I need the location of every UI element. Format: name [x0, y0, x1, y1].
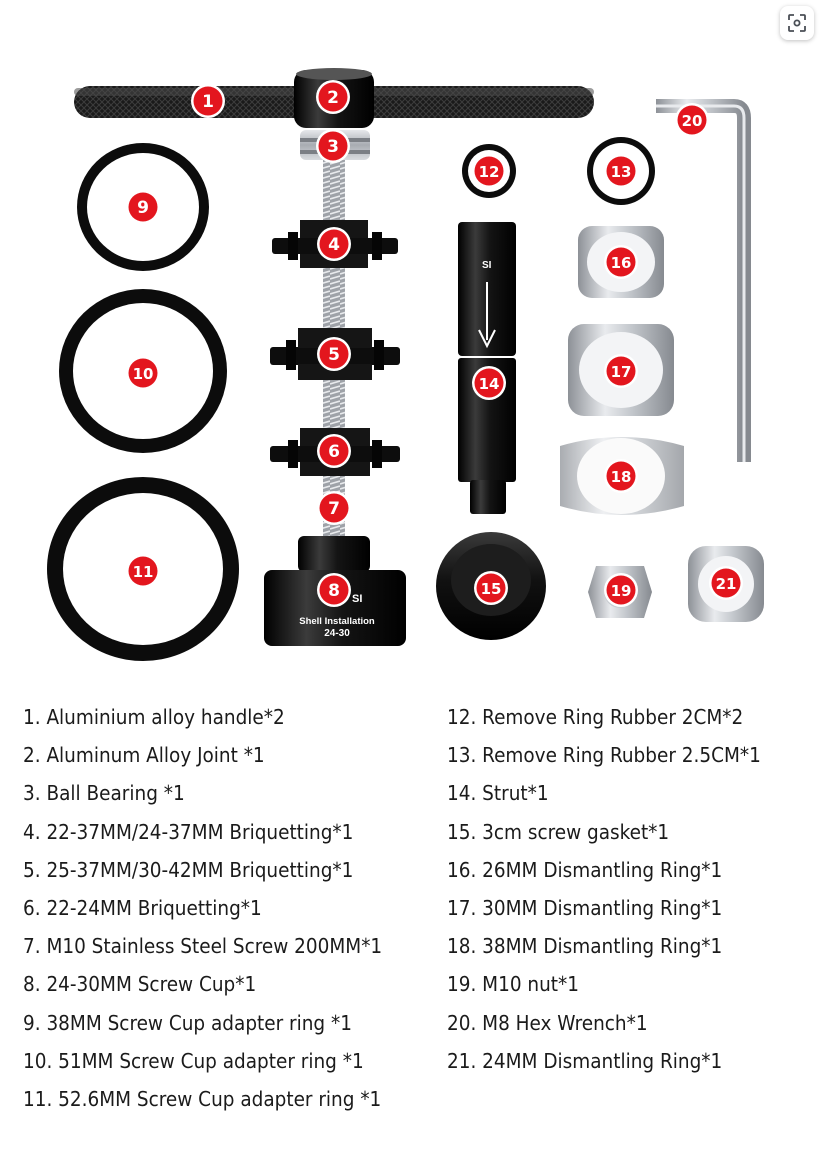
- badge-2: [316, 80, 350, 114]
- badge-number: 5: [328, 345, 340, 365]
- badge-number: 4: [328, 235, 340, 255]
- badge-number: 2: [327, 88, 339, 108]
- badge-number: 13: [610, 163, 632, 181]
- list-item: 12. Remove Ring Rubber 2CM*2: [447, 705, 744, 729]
- list-item: 16. 26MM Dismantling Ring*1: [447, 857, 723, 882]
- list-item: 4. 22-37MM/24-37MM Briquetting*1: [23, 819, 354, 844]
- parts-list-right: [447, 698, 817, 1080]
- list-item: 7. M10 Stainless Steel Screw 200MM*1: [23, 934, 383, 959]
- badge-6: [317, 434, 351, 468]
- badge-number: 21: [715, 575, 737, 593]
- badge-15: [474, 571, 508, 605]
- list-item: 3. Ball Bearing *1: [23, 781, 185, 806]
- badge-number: 1: [202, 92, 214, 112]
- list-item: 17. 30MM Dismantling Ring*1: [447, 895, 723, 920]
- cup-brand-label: SI: [352, 593, 363, 605]
- list-item: 2. Aluminum Alloy Joint *1: [23, 743, 265, 768]
- badge-number: 17: [610, 363, 632, 381]
- list-item: 14. Strut*1: [447, 781, 549, 806]
- badge-number: 8: [328, 581, 340, 601]
- badge-3: [316, 129, 350, 163]
- list-item: 15. 3cm screw gasket*1: [447, 819, 670, 844]
- badge-1: [191, 84, 225, 118]
- badge-14: [472, 366, 506, 400]
- badge-9: [126, 190, 160, 224]
- list-item: 9. 38MM Screw Cup adapter ring *1: [23, 1010, 352, 1035]
- list-item: 10. 51MM Screw Cup adapter ring *1: [23, 1048, 364, 1073]
- badge-number: 3: [327, 137, 339, 157]
- badge-number: 18: [610, 468, 632, 486]
- list-item: 1. Aluminium alloy handle*2: [23, 705, 285, 729]
- badge-number: 11: [132, 563, 154, 581]
- badge-21: [709, 566, 743, 600]
- list-item: 6. 22-24MM Briquetting*1: [23, 895, 262, 920]
- badge-number: 15: [480, 580, 502, 598]
- list-item: 21. 24MM Dismantling Ring*1: [447, 1048, 723, 1073]
- badge-number: 7: [328, 499, 340, 519]
- list-item: 20. M8 Hex Wrench*1: [447, 1010, 648, 1035]
- badge-20: [675, 103, 709, 137]
- badge-16: [604, 245, 638, 279]
- badge-number: 6: [328, 442, 340, 462]
- badge-13: [604, 154, 638, 188]
- badge-19: [604, 573, 638, 607]
- strut-brand-label: SI: [482, 260, 492, 271]
- badge-number: 12: [478, 163, 500, 181]
- list-item: 5. 25-37MM/30-42MM Briquetting*1: [23, 857, 354, 882]
- badge-7: [317, 491, 351, 525]
- badge-18: [604, 459, 638, 493]
- cup-label-line1: Shell Installation: [299, 616, 375, 627]
- badge-number: 20: [681, 112, 703, 130]
- badge-8: [317, 573, 351, 607]
- badge-number: 19: [610, 582, 632, 600]
- list-item: 11. 52.6MM Screw Cup adapter ring *1: [23, 1086, 382, 1111]
- badge-number: 14: [478, 375, 500, 393]
- list-item: 13. Remove Ring Rubber 2.5CM*1: [447, 743, 761, 768]
- badge-5: [317, 337, 351, 371]
- cup-label-line2: 24-30: [324, 628, 350, 639]
- list-item: 18. 38MM Dismantling Ring*1: [447, 934, 723, 959]
- parts-list: [0, 698, 820, 1118]
- badge-10: [126, 356, 160, 390]
- badge-number: 10: [132, 365, 154, 383]
- parts-list-left: [23, 698, 443, 1118]
- list-item: 19. M10 nut*1: [447, 972, 579, 997]
- badge-number: 16: [610, 254, 632, 272]
- badge-4: [317, 227, 351, 261]
- badge-11: [126, 554, 160, 588]
- badge-17: [604, 354, 638, 388]
- list-item: 8. 24-30MM Screw Cup*1: [23, 972, 257, 997]
- badge-12: [472, 154, 506, 188]
- badge-number: 9: [137, 198, 149, 218]
